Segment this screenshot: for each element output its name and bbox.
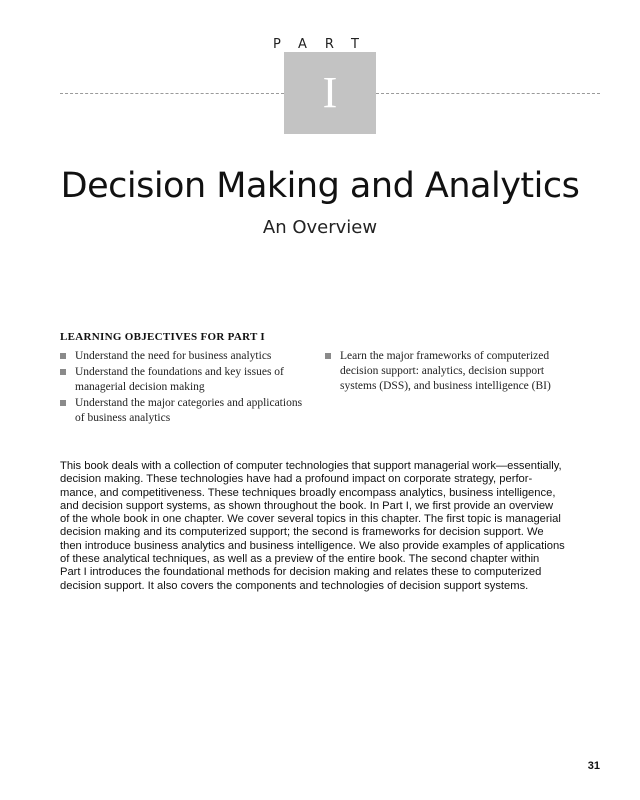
objective-text: Understand the major categories and applications of business analytics — [75, 397, 303, 424]
square-bullet-icon — [325, 353, 331, 359]
page-subtitle: An Overview — [262, 217, 378, 238]
body-line: decision making. These technologies have had a profound impact on corporate strategy, perfor- — [60, 473, 533, 486]
body-line: and decision support systems, as shown throughout the book. In Part I, we first provide an overview — [60, 499, 554, 512]
page-number: 31 — [587, 760, 600, 772]
body-line: mance, and competitiveness. These techniques broadly encompass analytics, business intelligence, — [60, 486, 556, 499]
body-paragraph — [60, 460, 580, 593]
objective-text: Learn the major frameworks of computerized decision support: analytics, decision support systems (DSS), and business intelligence (BI) — [340, 350, 551, 392]
list-item — [60, 396, 310, 426]
list-item — [60, 349, 310, 364]
list-item — [60, 365, 310, 395]
body-line: of these analytical techniques, as well as a preview of the entire book. The second chapter within — [60, 553, 540, 566]
body-line: then introduce business analytics and business intelligence. We also provide examples of applications — [60, 539, 565, 552]
learning-objectives-right-list — [325, 349, 575, 395]
part-numeral: I — [322, 68, 338, 117]
dashed-rule-right — [376, 93, 600, 94]
square-bullet-icon — [60, 369, 66, 375]
list-item — [325, 349, 575, 394]
body-line: of the whole book in one chapter. We cover several topics in this chapter. The first topic is managerial — [60, 513, 561, 526]
objective-text: Understand the foundations and key issues of managerial decision making — [75, 366, 284, 393]
objective-text: Understand the need for business analytics — [75, 350, 272, 362]
square-bullet-icon — [60, 400, 66, 406]
body-line: This book deals with a collection of computer technologies that support managerial work—essentially, — [60, 460, 562, 472]
body-line: Part I introduces the foundational methods for decision making and relates these to computerized — [60, 566, 542, 579]
body-line: decision making and its computerized support; the second is frameworks for decision support. We — [60, 526, 544, 539]
learning-objectives-heading: LEARNING OBJECTIVES FOR PART I — [60, 331, 266, 343]
learning-objectives-left-list — [60, 349, 310, 427]
part-label: PART — [273, 37, 377, 52]
dashed-rule-left — [60, 93, 284, 94]
square-bullet-icon — [60, 353, 66, 359]
part-number-box — [284, 52, 376, 134]
body-line: decision support. It also covers the components and technologies of decision support systems. — [60, 579, 529, 592]
page-title: Decision Making and Analytics — [60, 166, 580, 206]
